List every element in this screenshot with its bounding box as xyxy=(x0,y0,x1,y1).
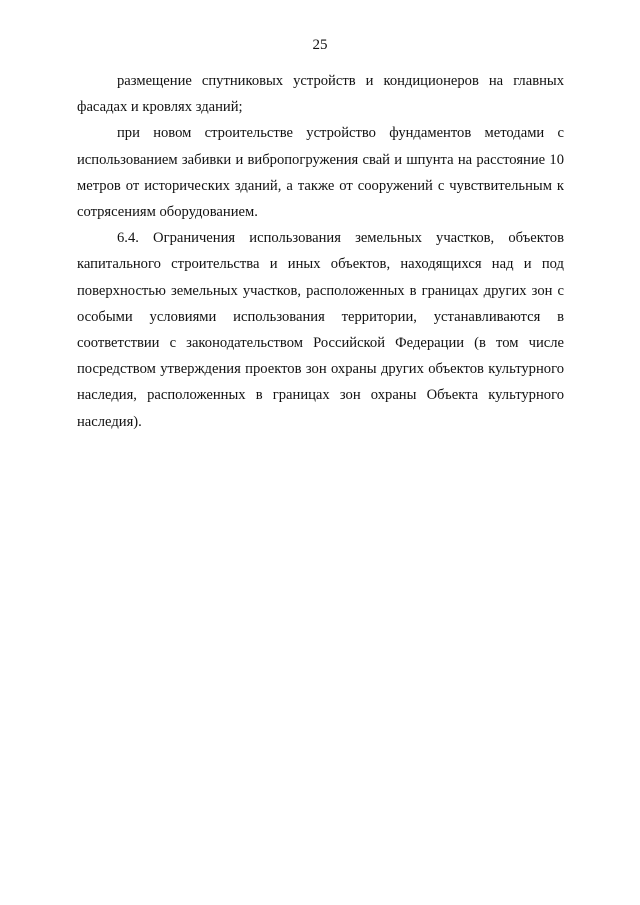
paragraph-foundation-construction: при новом строительстве устройство фундаментов методами с использованием забивки и вибропогружения свай и шпунта на расстояние 10 метров от исторических зданий, а также от сооружений с чувствительным к сотрясениям оборудованием. xyxy=(77,125,564,221)
document-body xyxy=(77,68,564,435)
paragraph-section-6-4: 6.4. Ограничения использования земельных участков, объектов капитального строительства и иных объектов, находящихся над и под поверхностью земельных участков, расположенных в границах других зон с особыми условиями использования территории, устанавливаются в соответствии с законодательством Российской Федерации (в том числе посредством утверждения проектов зон охраны других объектов культурного наследия, расположенных в границах зон охраны Объекта культурного наследия). xyxy=(77,230,564,430)
paragraph-satellite-devices: размещение спутниковых устройств и кондиционеров на главных фасадах и кровлях зданий; xyxy=(77,73,564,116)
page-number: 25 xyxy=(312,37,328,53)
